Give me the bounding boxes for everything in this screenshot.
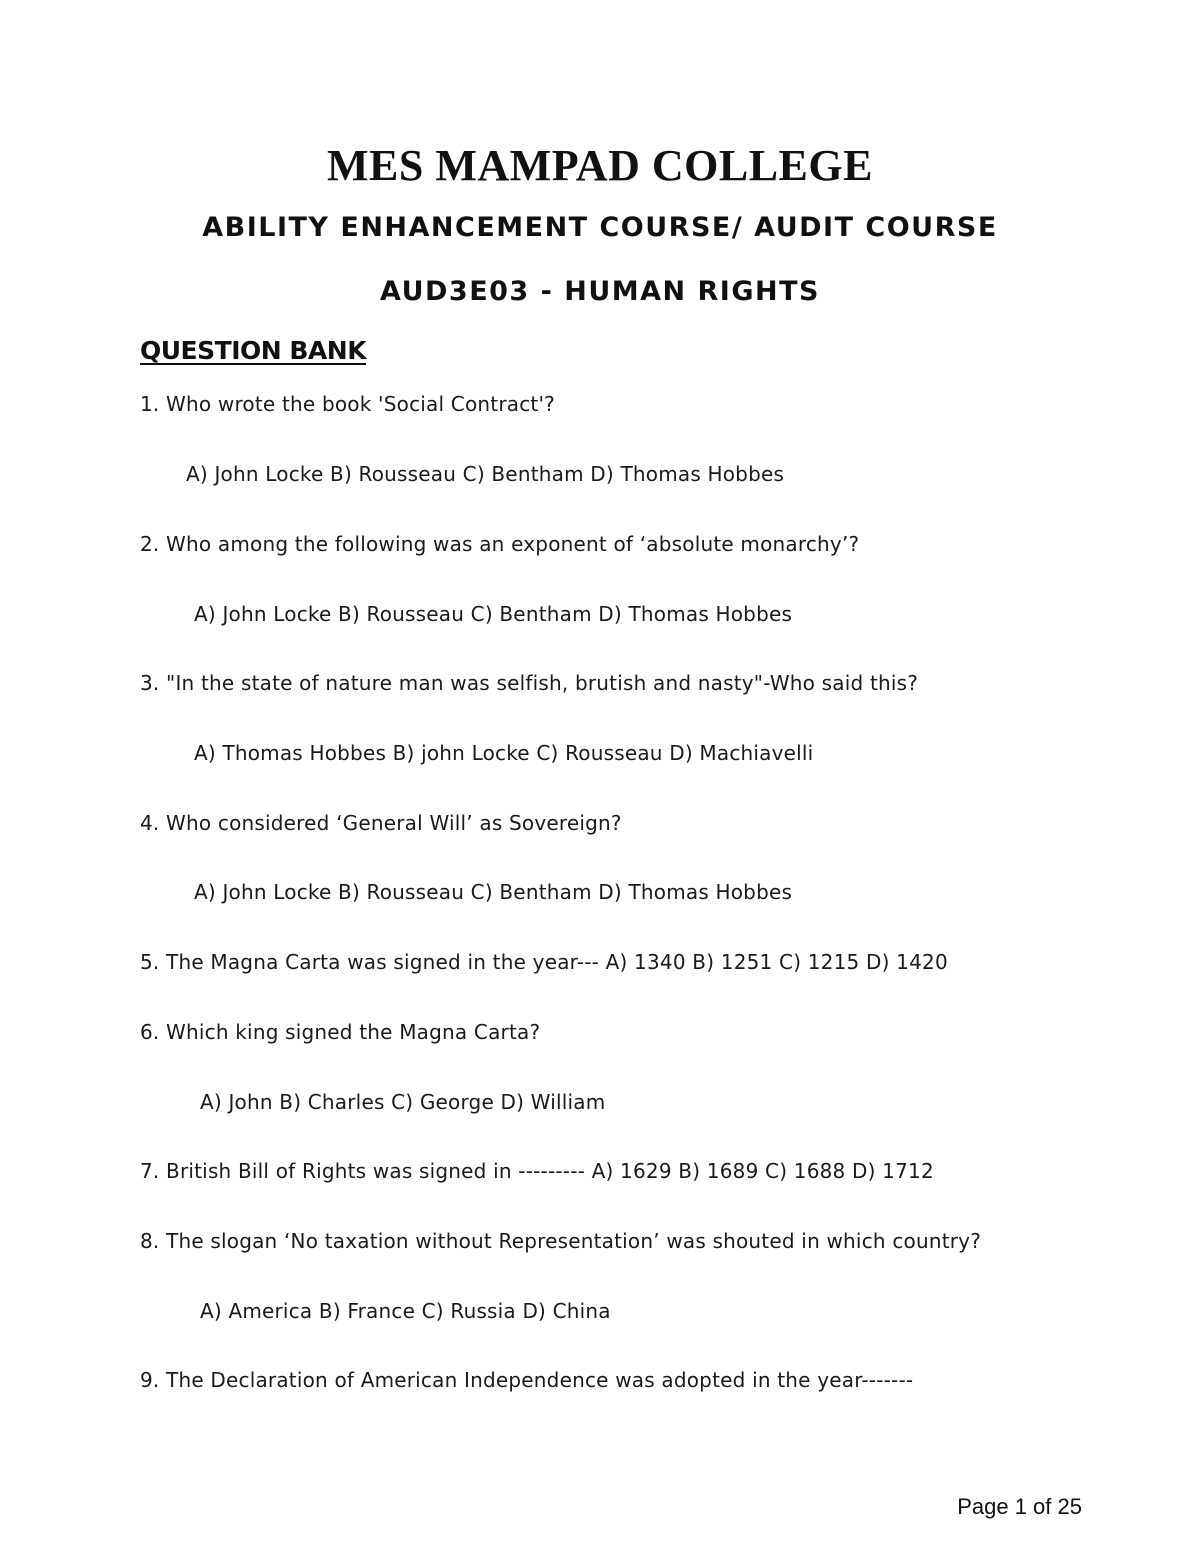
question-1: 1. Who wrote the book 'Social Contract'? (140, 392, 555, 416)
question-4-options: A) John Locke B) Rousseau C) Bentham D) Thomas Hobbes (194, 880, 793, 904)
question-8: 8. The slogan ‘No taxation without Representation’ was shouted in which country? (140, 1229, 982, 1253)
question-2-options: A) John Locke B) Rousseau C) Bentham D) Thomas Hobbes (194, 602, 793, 626)
question-6-options: A) John B) Charles C) George D) William (200, 1090, 606, 1114)
question-8-options: A) America B) France C) Russia D) China (200, 1299, 611, 1323)
question-6: 6. Which king signed the Magna Carta? (140, 1020, 541, 1044)
course-type-heading: ABILITY ENHANCEMENT COURSE/ AUDIT COURSE (202, 212, 998, 243)
question-4: 4. Who considered ‘General Will’ as Sovereign? (140, 811, 622, 835)
question-5: 5. The Magna Carta was signed in the year--- A) 1340 B) 1251 C) 1215 D) 1420 (140, 950, 948, 974)
question-1-options: A) John Locke B) Rousseau C) Bentham D) Thomas Hobbes (186, 462, 785, 486)
question-7: 7. British Bill of Rights was signed in --------- A) 1629 B) 1689 C) 1688 D) 1712 (140, 1159, 934, 1183)
course-code-heading: AUD3E03 - HUMAN RIGHTS (380, 276, 820, 307)
question-bank-heading: QUESTION BANK (140, 336, 367, 365)
question-9: 9. The Declaration of American Independence was adopted in the year------- (140, 1368, 914, 1392)
page-number: Page 1 of 25 (957, 1494, 1082, 1519)
question-2: 2. Who among the following was an exponent of ‘absolute monarchy’? (140, 532, 860, 556)
question-3-options: A) Thomas Hobbes B) john Locke C) Rousseau D) Machiavelli (194, 741, 814, 765)
college-title: MES MAMPAD COLLEGE (327, 141, 873, 190)
question-3: 3. "In the state of nature man was selfish, brutish and nasty"-Who said this? (140, 671, 919, 695)
